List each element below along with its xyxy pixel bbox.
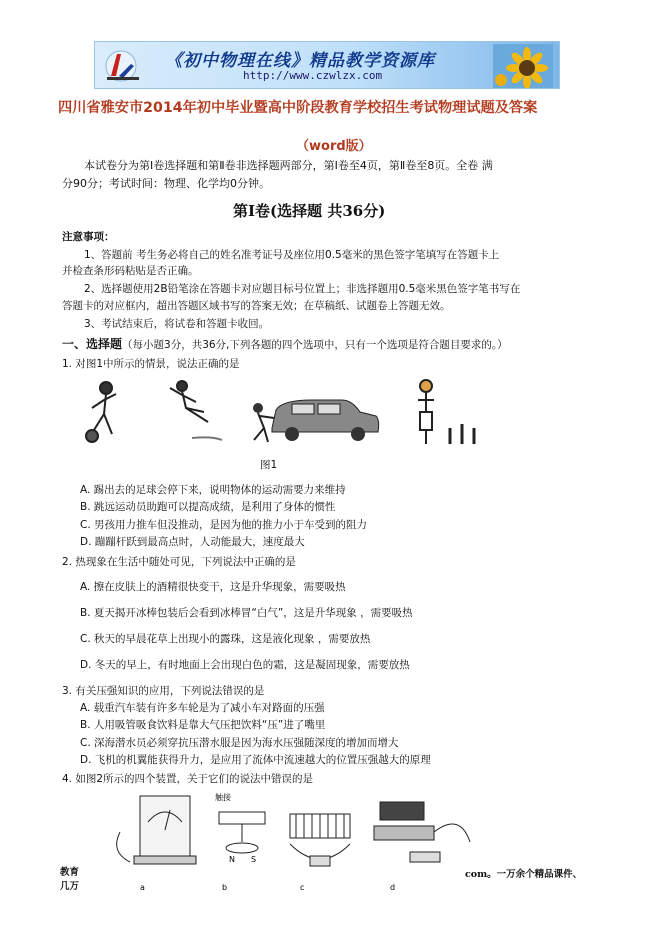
header-banner xyxy=(94,41,560,89)
document-subtitle: （word版） xyxy=(296,139,372,154)
q1-option-a: A. 踢出去的足球会停下来，说明物体的运动需要力来维持 xyxy=(80,484,346,496)
intro-line-1: 本试卷分为第Ⅰ卷选择题和第Ⅱ卷非选择题两部分，第Ⅰ卷至4页，第Ⅱ卷至8页。全卷 满 xyxy=(84,159,493,172)
galvanometer-icon xyxy=(117,796,196,864)
section-title: 第Ⅰ卷(选择题 共36分) xyxy=(233,202,386,220)
figure-2-illustration xyxy=(100,792,480,892)
site-logo-icon xyxy=(101,46,145,84)
q2-option-a: A. 擦在皮肤上的酒精很快变干，这是升华现象，需要吸热 xyxy=(80,581,346,593)
question-4-stem: 4. 如图2所示的四个装置，关于它们的说法中错误的是 xyxy=(62,773,314,785)
q2-option-b: B. 夏天揭开冰棒包装后会看到冰棒冒“白气”，这是升华现象 ，需要吸热 xyxy=(80,607,413,619)
document-title: 四川省雅安市2014年初中毕业暨高中阶段教育学校招生考试物理试题及答案 xyxy=(58,100,538,116)
pogo-stick-icon xyxy=(418,380,474,444)
notice-heading: 注意事项： xyxy=(62,231,115,243)
notice-line-1: 1、答题前 考生务必将自己的姓名准考证号及座位用0.5毫米的黑色签字笔填写在答题卡上 xyxy=(84,249,500,261)
q2-option-c: C. 秋天的早晨花草上出现小的露珠，这是液化现象 ，需要放热 xyxy=(80,633,371,645)
q3-option-b: B. 人用吸管吸食饮料是靠大气压把饮料“压”进了嘴里 xyxy=(80,719,326,731)
figure-2-label-d: d xyxy=(390,883,396,892)
q3-option-c: C. 深海潜水员必须穿抗压潜水服是因为海水压强随深度的增加而增大 xyxy=(80,737,399,749)
coil-icon xyxy=(290,814,350,866)
part-heading-rest: （每小题3分，共36分,下列各题的四个选项中，只有一个选项是符合题目要求的。） xyxy=(122,339,508,351)
boy-pushing-car-icon xyxy=(253,400,379,442)
notice-line-4: 答题卡的对应框内，超出答题区域书写的答案无效；在草稿纸、试题卷上答题无效。 xyxy=(62,300,451,312)
footer-left-line-2: 几万 xyxy=(60,881,80,892)
q2-option-d: D. 冬天的早上，有时地面上会出现白色的霜，这是凝固现象，需要放热 xyxy=(80,659,410,671)
figure-2-label-c: c xyxy=(300,883,305,892)
banner-title: 《初中物理在线》精品教学资源库 xyxy=(165,51,435,71)
figure-1-illustration xyxy=(82,378,502,448)
q1-option-c: C. 男孩用力推车但没推动，是因为他的推力小于车受到的阻力 xyxy=(80,519,368,531)
footer-left xyxy=(60,866,79,894)
figure-2-text-s: S xyxy=(251,855,257,864)
banner-url[interactable]: http://www.czwlzx.com xyxy=(243,69,383,82)
footer-right: com。一万余个精品课件、 xyxy=(465,869,583,880)
question-3-stem: 3. 有关压强知识的应用，下列说法错误的是 xyxy=(62,685,265,697)
q1-option-d: D. 蹦蹦杆跃到最高点时，人动能最大，速度最大 xyxy=(80,536,305,548)
q1-option-b: B. 跳远运动员助跑可以提高成绩，是利用了身体的惯性 xyxy=(80,501,336,513)
figure-2-text-n: N xyxy=(229,855,235,864)
question-1-stem: 1. 对图1中所示的情景，说法正确的是 xyxy=(62,358,240,370)
notice-line-3: 2、选择题使用2B铅笔涂在答题卡对应题目标号位置上；非选择题用0.5毫米黑色签字笔书写在 xyxy=(84,283,521,295)
figure-1-caption: 图1 xyxy=(260,459,278,471)
question-2-stem: 2. 热现象在生活中随处可见，下列说法中正确的是 xyxy=(62,556,296,568)
intro-line-2: 分90分；考试时间：物理、化学均0分钟。 xyxy=(62,177,270,190)
notice-line-5: 3、考试结束后，将试卷和答题卡收回。 xyxy=(84,318,270,330)
part-heading xyxy=(62,335,508,354)
motor-apparatus-icon xyxy=(374,802,470,862)
part-heading-label: 一、选择题 xyxy=(62,337,123,351)
sunflower-icon xyxy=(493,44,553,88)
figure-2-text-contact: 触接 xyxy=(215,793,231,802)
figure-2-label-b: b xyxy=(222,883,228,892)
footer-left-line-1: 教育 xyxy=(60,867,80,878)
figure-2-label-a: a xyxy=(140,883,145,892)
q3-option-a: A. 载重汽车装有许多车轮是为了减小车对路面的压强 xyxy=(80,702,325,714)
long-jumper-icon xyxy=(170,381,222,440)
soccer-player-icon xyxy=(86,382,116,442)
notice-line-2: 并检查条形码粘贴是否正确。 xyxy=(62,265,199,277)
q3-option-d: D. 飞机的机翼能获得升力，是应用了流体中流速越大的位置压强越大的原理 xyxy=(80,754,431,766)
compass-wire-icon xyxy=(215,792,265,864)
